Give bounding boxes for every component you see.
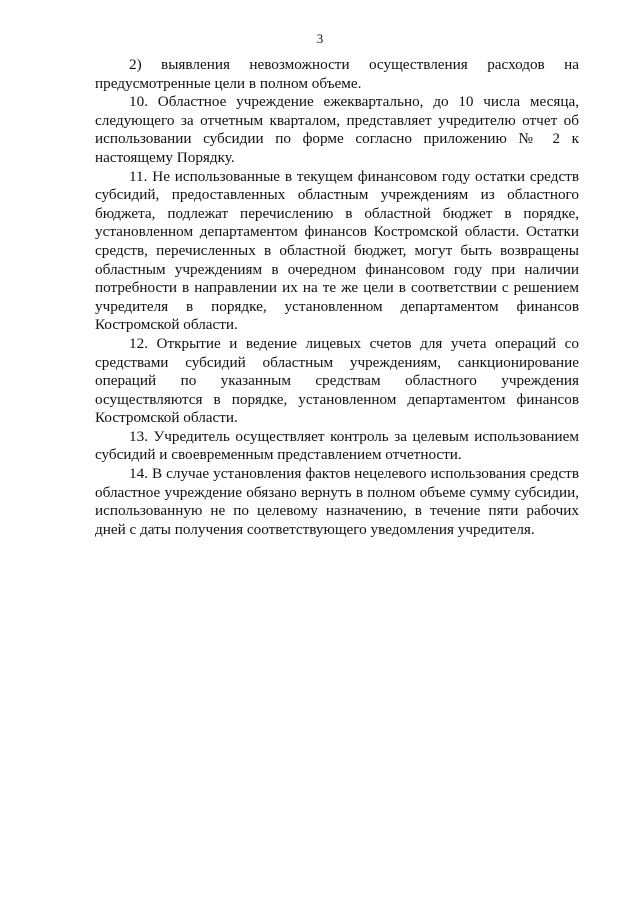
paragraph-10: 10. Областное учреждение ежеквартально, до 10 числа месяца, следующего за отчетным кварталом, представляет учредителю отчет об использовании субсидии по форме согласно приложению № 2 к настоящему Порядку. bbox=[95, 93, 579, 166]
document-body bbox=[95, 56, 579, 539]
paragraph-14: 14. В случае установления фактов нецелевого использования средств областное учреждение обязано вернуть в полном объеме сумму субсидии, использованную не по целевому назначению, в течение пяти рабочих дней с даты получения соответствующего уведомления учредителя. bbox=[95, 465, 579, 538]
paragraph-13: 13. Учредитель осуществляет контроль за целевым использованием субсидий и своевременным представлением отчетности. bbox=[95, 427, 579, 464]
paragraph-12: 12. Открытие и ведение лицевых счетов для учета операций со средствами субсидий областным учреждениям, санкционирование операций по указанным средствам областного учреждения осуществляются в порядке, установленном департаментом финансов Костромской области. bbox=[95, 334, 579, 427]
paragraph-11: 11. Не использованные в текущем финансовом году остатки средств субсидий, предоставленных областным учреждениям из областного бюджета, подлежат перечислению в областной бюджет в порядке, установленном департаментом финансов Костромской области. Остатки средств, перечисленных в областной бюджет, могут быть возвращены областным учреждениям в очередном финансовом году при наличии потребности в направлении их на те же цели в соответствии с решением учредителя в порядке, установленном департаментом финансов Костромской области. bbox=[95, 167, 579, 334]
page-number: 3 bbox=[316, 31, 324, 46]
paragraph-item-2: 2) выявления невозможности осуществления расходов на предусмотренные цели в полном объеме. bbox=[95, 56, 579, 92]
